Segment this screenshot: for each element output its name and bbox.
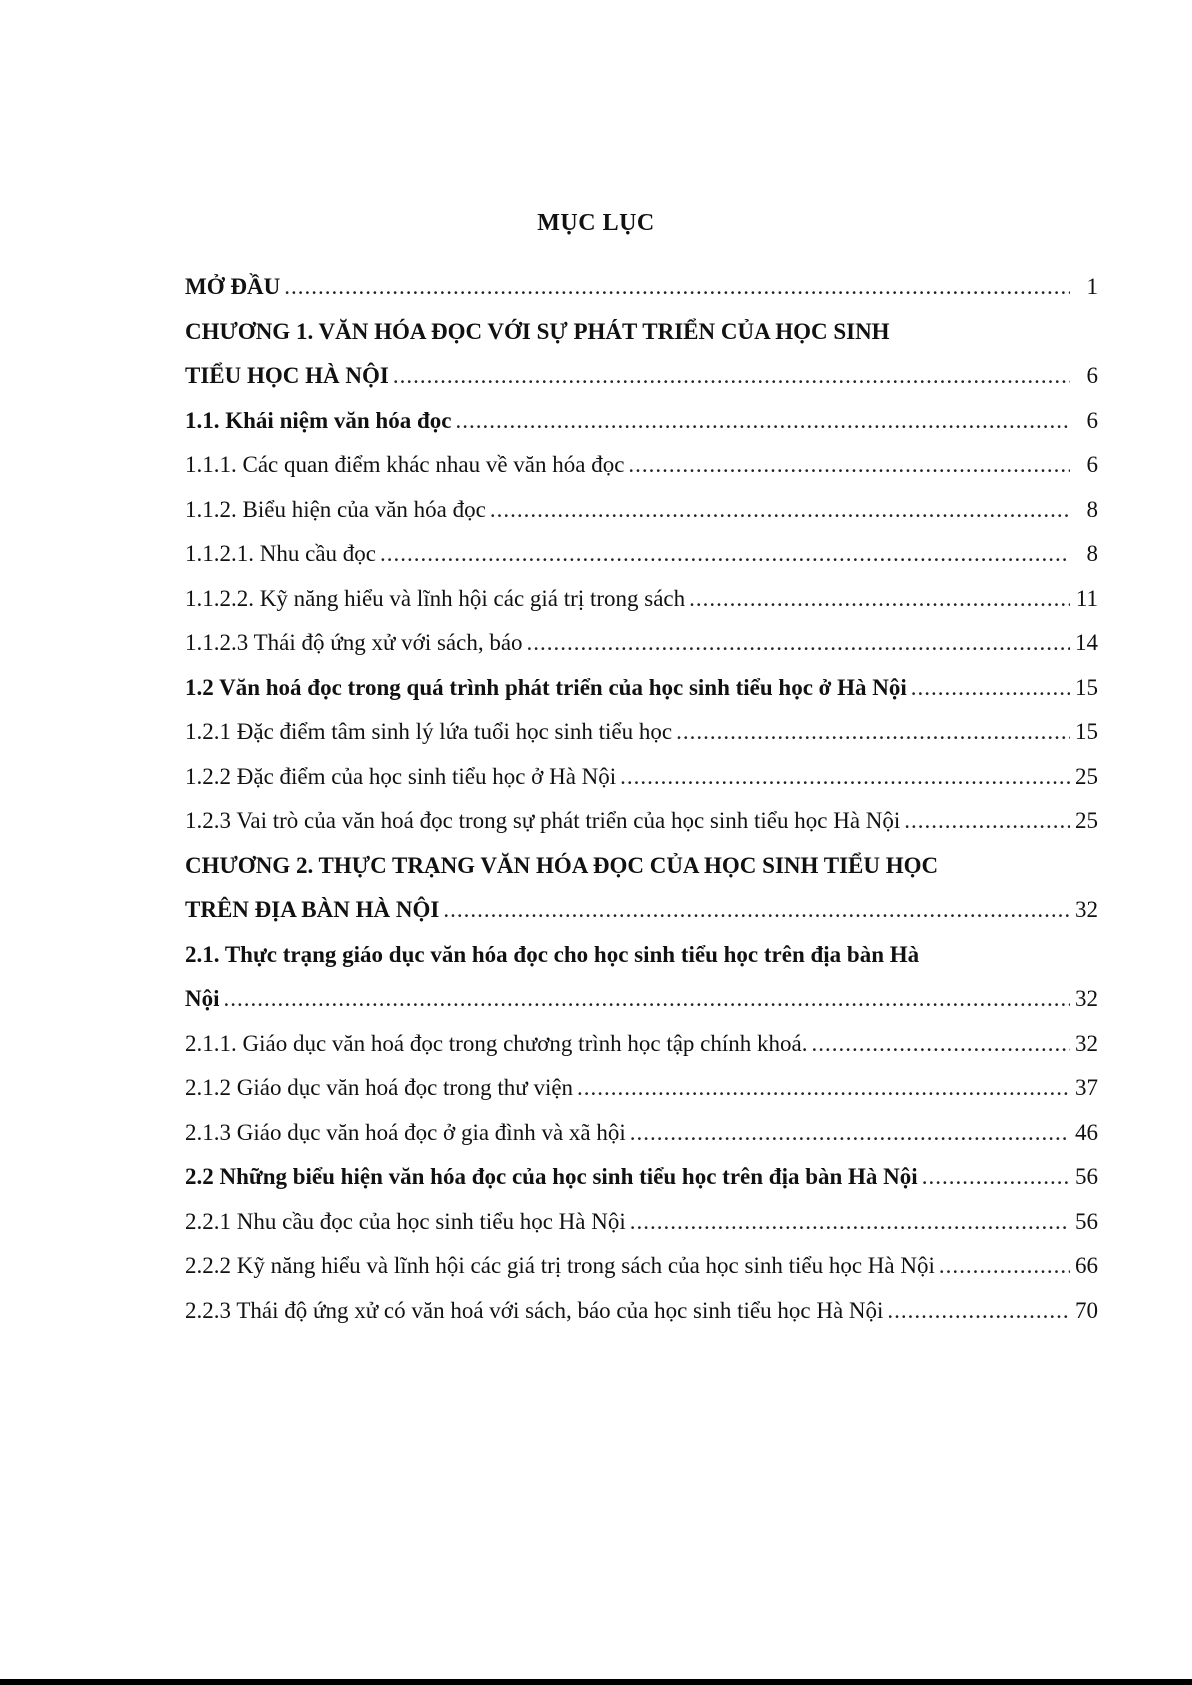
toc-leader-dots (904, 799, 1070, 844)
toc-leader-dots (490, 488, 1070, 533)
toc-entry-page: 8 (1086, 496, 1098, 522)
toc-leader-dots (911, 666, 1070, 711)
toc-entry-text: 2.2 Những biểu hiện văn hóa đọc của học sinh tiểu học trên địa bàn Hà Nội (185, 1164, 918, 1189)
toc-entry-text: TIỂU HỌC HÀ NỘI (185, 363, 389, 388)
toc-entry-text: 2.2.2 Kỹ năng hiểu và lĩnh hội các giá trị trong sách của học sinh tiểu học Hà Nội (185, 1253, 935, 1278)
toc-entry (185, 1289, 1098, 1334)
toc-entry-page: 32 (1075, 897, 1098, 922)
toc-entry-text: 2.2.1 Nhu cầu đọc của học sinh tiểu học Hà Nội (185, 1208, 626, 1234)
toc-entry (185, 1022, 1098, 1067)
toc-entry-text: 1.1.2. Biểu hiện của văn hóa đọc (185, 496, 486, 522)
toc-entry-page: 32 (1075, 986, 1098, 1011)
toc-leader-dots (811, 1022, 1070, 1067)
toc-entry-page: 70 (1075, 1297, 1098, 1323)
toc-leader-dots (630, 1200, 1070, 1245)
toc-entry-page: 25 (1075, 763, 1098, 789)
toc-entry-page: 1 (1086, 274, 1098, 299)
toc-entry-page: 46 (1075, 1119, 1098, 1145)
toc-entry (185, 1111, 1098, 1156)
toc-entry-text: TRÊN ĐỊA BÀN HÀ NỘI (185, 897, 440, 922)
toc-entry-text: 1.2.1 Đặc điểm tâm sinh lý lứa tuổi học sinh tiểu học (185, 719, 673, 744)
toc-leader-dots (224, 977, 1071, 1022)
toc-entry (185, 755, 1098, 800)
toc-entry-continued (185, 933, 1098, 978)
toc-entry-text: 1.2 Văn hoá đọc trong quá trình phát triển của học sinh tiểu học ở Hà Nội (185, 674, 907, 700)
toc-entry-text: CHƯƠNG 2. THỰC TRẠNG VĂN HÓA ĐỌC CỦA HỌC SINH TIỂU HỌC (185, 852, 939, 878)
toc-entry-page: 25 (1075, 808, 1098, 833)
toc-entry-text: 1.1.2.1. Nhu cầu đọc (185, 541, 376, 566)
toc-entry-page: 66 (1075, 1253, 1098, 1278)
toc-entry (185, 977, 1098, 1022)
toc-entry-continued (185, 310, 1098, 355)
toc-leader-dots (380, 532, 1070, 577)
toc-entry-text: 1.1.1. Các quan điểm khác nhau về văn hóa đọc (185, 452, 625, 477)
toc-entry-text: Nội (185, 986, 220, 1011)
toc-leader-dots (939, 1244, 1070, 1289)
toc-leader-dots (630, 1111, 1070, 1156)
toc-leader-dots (455, 399, 1070, 444)
toc-leader-dots (689, 577, 1070, 622)
toc-entry (185, 1066, 1098, 1111)
toc-entry-page: 15 (1075, 719, 1098, 744)
toc-entry (185, 532, 1098, 577)
toc-entry-page: 37 (1075, 1075, 1098, 1100)
toc-leader-dots (443, 888, 1070, 933)
toc-entry-page: 11 (1075, 585, 1098, 611)
toc-entry (185, 265, 1098, 310)
toc-entry (185, 443, 1098, 488)
toc-entry-continued (185, 844, 1098, 889)
toc-entry-page: 6 (1086, 407, 1098, 433)
toc-entry-text: 1.2.3 Vai trò của văn hoá đọc trong sự phát triển của học sinh tiểu học Hà Nội (185, 808, 901, 833)
toc-entry (185, 354, 1098, 399)
table-of-contents (185, 265, 1098, 1333)
toc-entry (185, 1244, 1098, 1289)
toc-entry-page: 6 (1086, 452, 1098, 477)
toc-entry-text: 2.1.3 Giáo dục văn hoá đọc ở gia đình và xã hội (185, 1119, 626, 1145)
toc-title: MỤC LỤC (537, 210, 655, 236)
toc-entry (185, 1200, 1098, 1245)
toc-entry (185, 399, 1098, 444)
toc-leader-dots (620, 755, 1070, 800)
toc-entry-page: 32 (1075, 1030, 1098, 1056)
toc-entry-text: 2.1.1. Giáo dục văn hoá đọc trong chương trình học tập chính khoá. (185, 1030, 808, 1056)
toc-entry-text: 1.1.2.2. Kỹ năng hiểu và lĩnh hội các giá trị trong sách (185, 585, 686, 611)
toc-entry (185, 621, 1098, 666)
toc-entry (185, 577, 1098, 622)
toc-entry-page: 56 (1075, 1164, 1098, 1189)
toc-entry (185, 666, 1098, 711)
toc-entry (185, 488, 1098, 533)
toc-leader-dots (284, 265, 1070, 310)
toc-entry-page: 56 (1075, 1208, 1098, 1234)
toc-entry (185, 888, 1098, 933)
toc-entry (185, 710, 1098, 755)
toc-leader-dots (577, 1066, 1070, 1111)
toc-entry-page: 14 (1075, 630, 1098, 655)
toc-entry-text: CHƯƠNG 1. VĂN HÓA ĐỌC VỚI SỰ PHÁT TRIỂN CỦA HỌC SINH (185, 318, 890, 344)
toc-entry-page: 6 (1086, 363, 1098, 388)
toc-entry (185, 1155, 1098, 1200)
page-bottom-edge (0, 1679, 1192, 1685)
toc-entry (185, 799, 1098, 844)
toc-entry-page: 15 (1075, 674, 1098, 700)
toc-entry-text: 1.1. Khái niệm văn hóa đọc (185, 407, 452, 433)
toc-leader-dots (628, 443, 1070, 488)
toc-entry-text: 1.2.2 Đặc điểm của học sinh tiểu học ở Hà Nội (185, 763, 617, 789)
toc-leader-dots (922, 1155, 1070, 1200)
toc-entry-text: 2.1. Thực trạng giáo dục văn hóa đọc cho học sinh tiểu học trên địa bàn Hà (185, 941, 920, 967)
toc-entry-text: 1.1.2.3 Thái độ ứng xử với sách, báo (185, 630, 523, 655)
toc-entry-text: MỞ ĐẦU (185, 274, 281, 299)
toc-entry-text: 2.2.3 Thái độ ứng xử có văn hoá với sách, báo của học sinh tiểu học Hà Nội (185, 1297, 884, 1323)
toc-leader-dots (527, 621, 1070, 666)
toc-entry-page: 8 (1086, 541, 1098, 566)
toc-leader-dots (393, 354, 1070, 399)
toc-entry-text: 2.1.2 Giáo dục văn hoá đọc trong thư viện (185, 1075, 574, 1100)
toc-leader-dots (887, 1289, 1070, 1334)
toc-leader-dots (676, 710, 1070, 755)
